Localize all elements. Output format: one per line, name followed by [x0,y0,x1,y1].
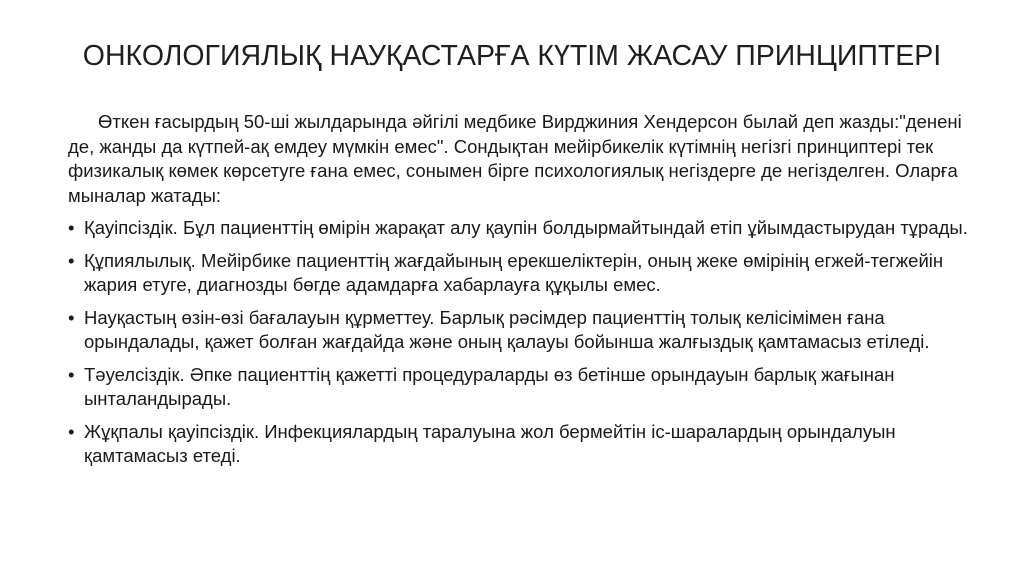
list-item-text: Құпиялылық. Мейірбике пациенттің жағдайының ерекшеліктерін, оның жеке өмірінің егжей-тегжейін жария етуге, диагнозды бөгде адамдарға хабарлауға құқылы емес. [84,249,944,295]
intro-paragraph: Өткен ғасырдың 50-ші жылдарында әйгілі медбике Вирджиния Хендерсон былай деп жазды:"денені де, жанды да күтпей-ақ емдеу мүмкін емес". Сондықтан мейірбикелік күтімнің негізгі принциптері тек физикалық көмек көрсетуге ғана емес, сонымен бірге психологиялық негіздерге де негізделген. Оларға мыналар жатады: [68,111,962,206]
list-item-text: Қауіпсіздік. Бұл пациенттің өмірін жарақат алу қаупін болдырмайтындай етіп ұйымдастырудан тұрады. [84,217,968,238]
list-item [68,216,968,241]
list-item [68,420,968,469]
bullet-icon: • [68,363,75,385]
list-item-text: Тәуелсіздік. Әпке пациенттің қажетті процедураларды өз бетінше орындауын барлық жағынан ынталандырады. [84,363,895,409]
list-item-text: Науқастың өзін-өзі бағалауын құрметтеу. Барлық рәсімдер пациенттің толық келісімімен ғана орындалады, қажет болған жағдайда және оның қалауы бойынша жалғыздық қамтамасыз етіледі. [84,306,930,352]
bullet-icon: • [68,306,75,328]
list-item [68,363,968,412]
principles-list [68,216,968,469]
slide-title: ОНКОЛОГИЯЛЫҚ НАУҚАСТАРҒА КҮТІМ ЖАСАУ ПРИНЦИПТЕРІ [82,40,942,72]
list-item [68,306,968,355]
bullet-icon: • [68,217,75,238]
slide-body [68,110,968,469]
list-item [68,249,968,298]
list-item-text: Жұқпалы қауіпсіздік. Инфекциялардың таралуына жол бермейтін іс-шаралардың орындалуын қамтамасыз етеді. [84,420,896,466]
bullet-icon: • [68,249,75,271]
bullet-icon: • [68,420,75,442]
